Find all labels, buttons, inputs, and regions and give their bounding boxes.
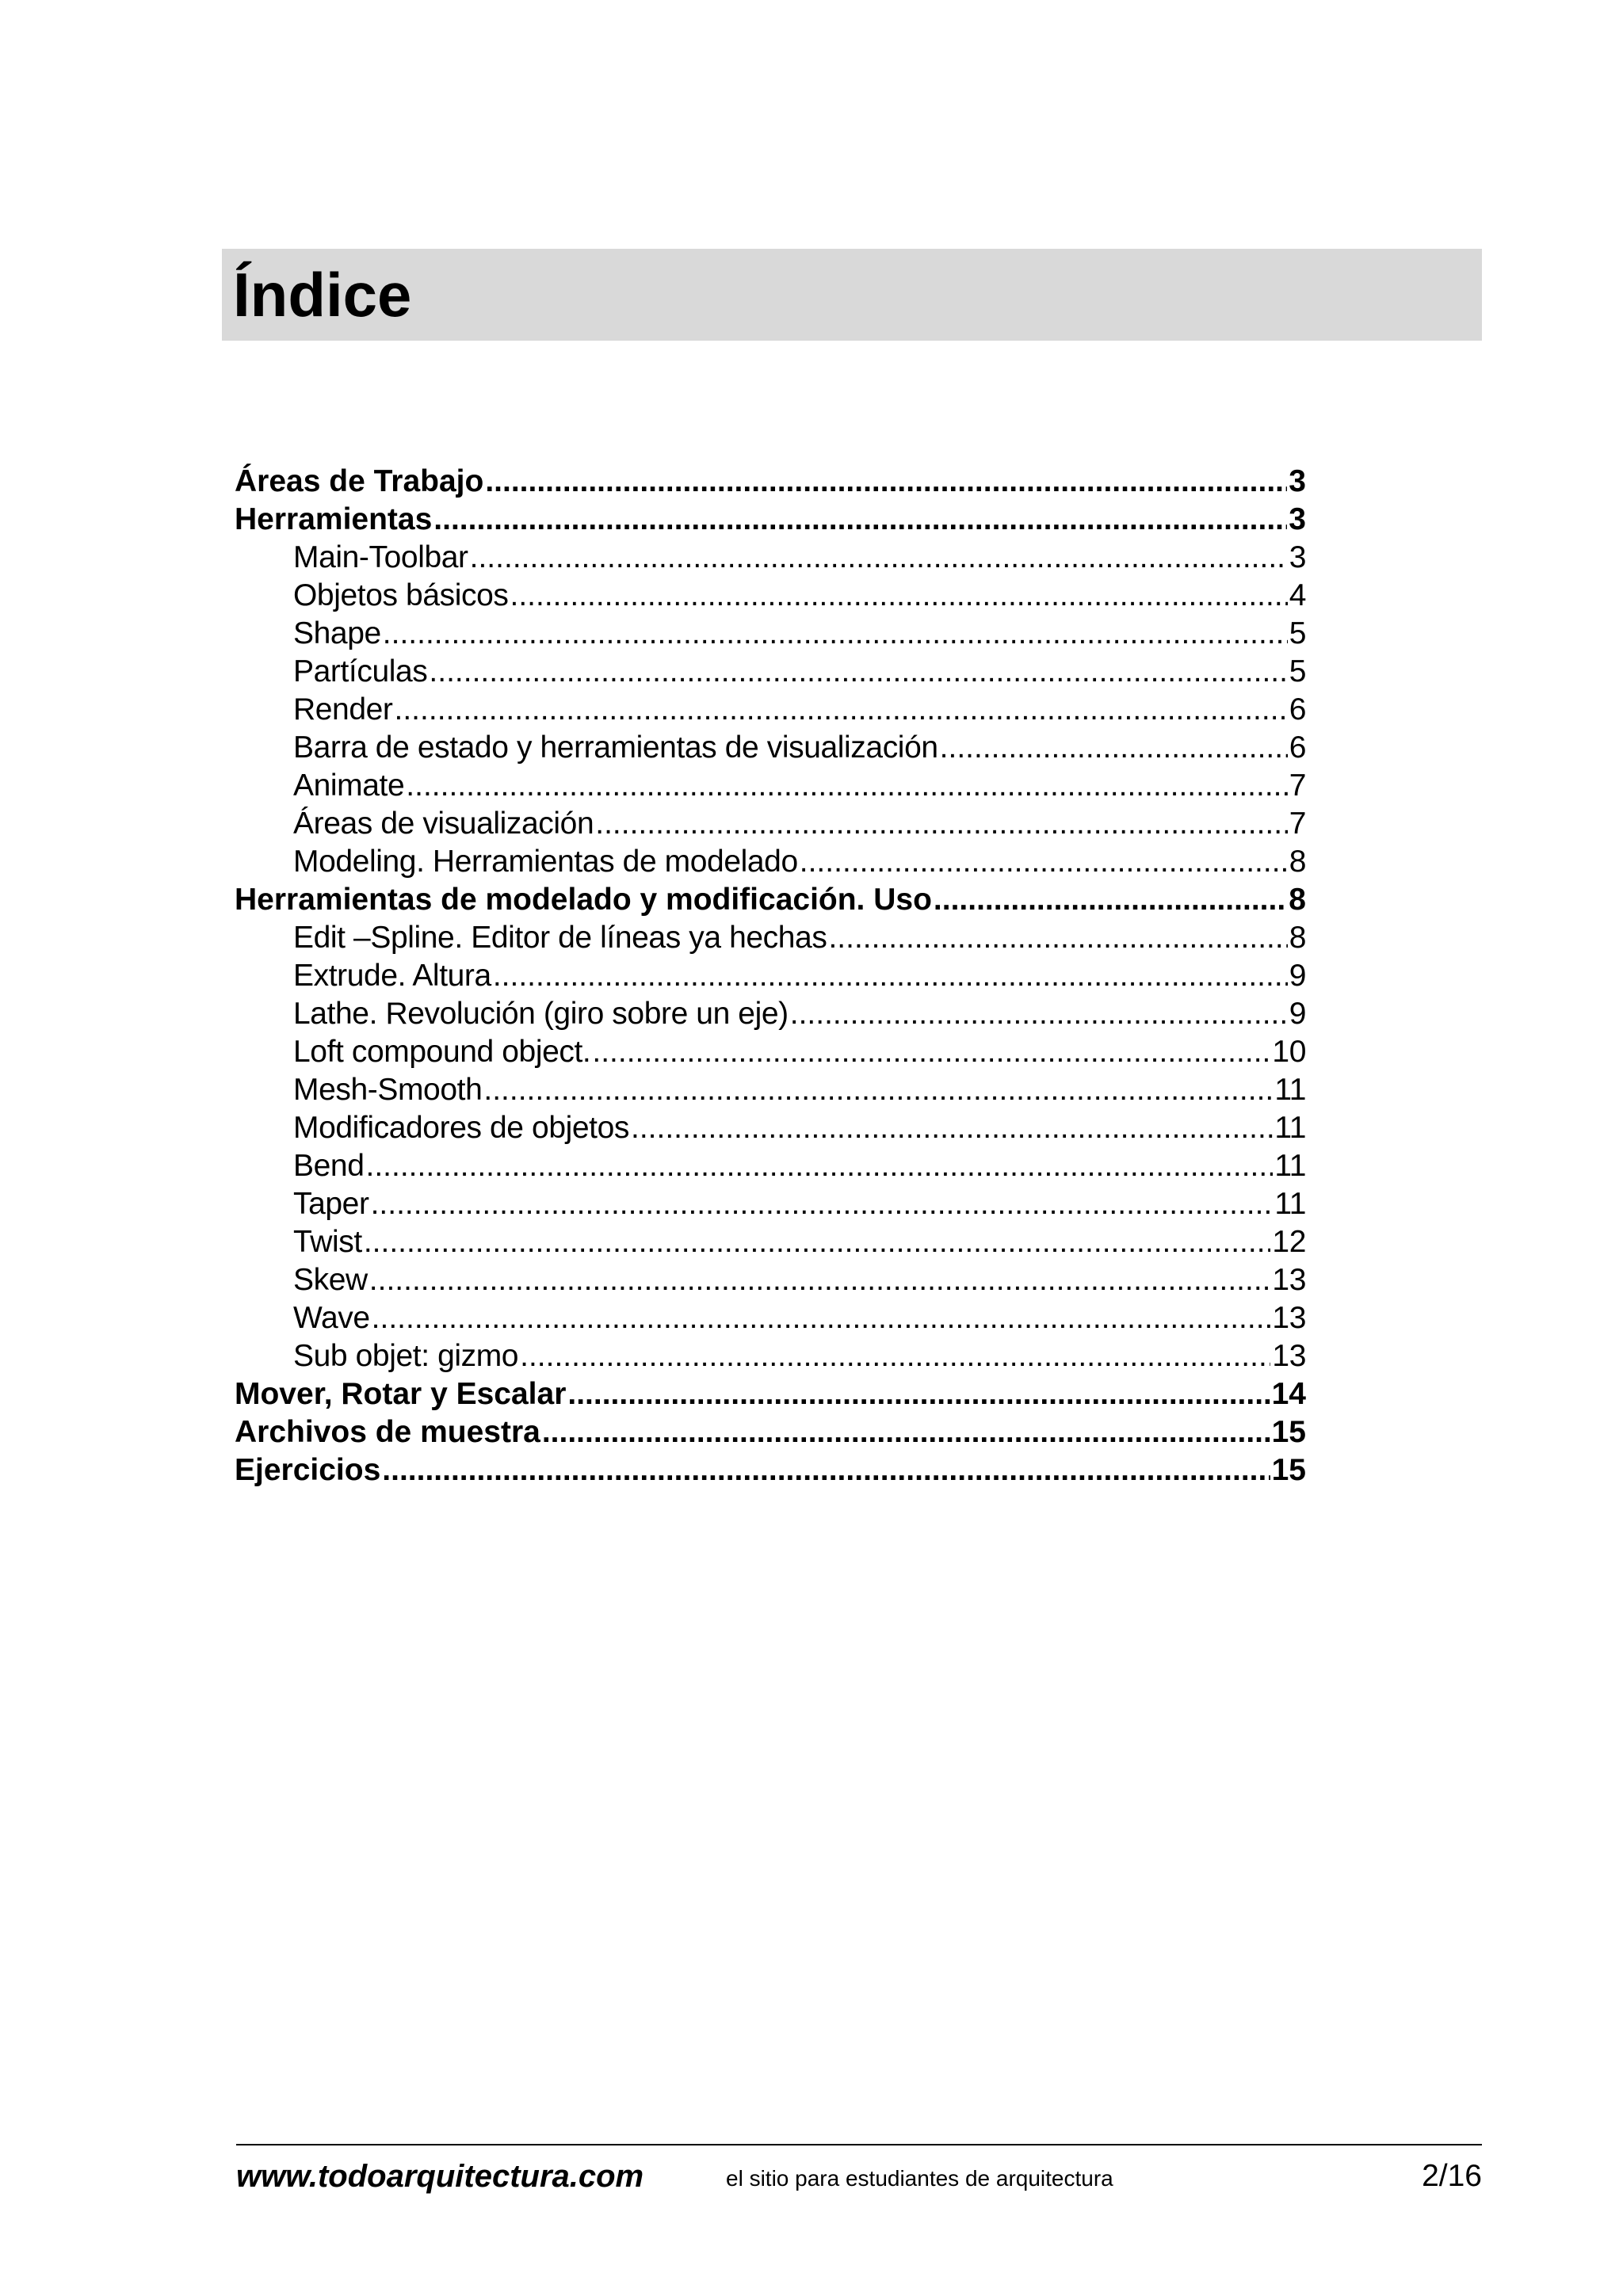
footer-tagline: el sitio para estudiantes de arquitectura	[726, 2166, 1113, 2191]
toc-entry-page: 15	[1271, 1453, 1306, 1487]
toc-entry[interactable]	[235, 501, 1306, 539]
toc-entry-page: 9	[1289, 959, 1306, 993]
page-number: 2/16	[1422, 2159, 1482, 2193]
toc-entry[interactable]	[235, 957, 1306, 995]
toc-entry[interactable]	[235, 843, 1306, 881]
toc-entry[interactable]	[235, 463, 1306, 501]
toc-dot-leader	[483, 1071, 1273, 1109]
toc-entry-label: Barra de estado y herramientas de visualización	[293, 730, 938, 765]
toc-dot-leader	[365, 1147, 1273, 1185]
toc-entry-page: 10	[1272, 1035, 1306, 1069]
toc-dot-leader	[406, 767, 1287, 805]
table-of-contents	[235, 463, 1306, 1489]
toc-entry-label: Mesh-Smooth	[293, 1073, 483, 1107]
toc-entry[interactable]	[235, 767, 1306, 805]
footer	[236, 2157, 1482, 2196]
toc-entry-label: Archivos de muestra	[235, 1415, 540, 1449]
toc-entry[interactable]	[235, 691, 1306, 729]
toc-entry-page: 3	[1289, 502, 1306, 536]
toc-dot-leader	[372, 1299, 1271, 1337]
toc-dot-leader	[433, 501, 1287, 539]
toc-entry-page: 8	[1289, 883, 1306, 917]
toc-entry-label: Extrude. Altura	[293, 959, 491, 993]
toc-entry-label: Animate	[293, 769, 405, 803]
toc-entry[interactable]	[235, 919, 1306, 957]
toc-entry-page: 5	[1289, 616, 1306, 650]
toc-entry[interactable]	[235, 881, 1306, 919]
toc-dot-leader	[395, 691, 1288, 729]
toc-entry-page: 3	[1289, 540, 1306, 574]
toc-entry-label: Ejercicios	[235, 1453, 381, 1487]
toc-entry-label: Sub objet: gizmo	[293, 1339, 519, 1373]
title-band	[222, 249, 1482, 341]
toc-entry[interactable]	[235, 1413, 1306, 1451]
toc-entry[interactable]	[235, 1337, 1306, 1375]
toc-entry-page: 5	[1289, 654, 1306, 688]
toc-entry-page: 13	[1272, 1263, 1306, 1297]
toc-entry-page: 14	[1271, 1377, 1306, 1411]
toc-entry-label: Shape	[293, 616, 381, 650]
toc-entry-label: Render	[293, 692, 393, 727]
toc-entry-label: Herramientas de modelado y modificación. Uso	[235, 883, 932, 917]
toc-dot-leader	[510, 577, 1287, 615]
toc-dot-leader	[520, 1337, 1270, 1375]
toc-entry-page: 12	[1272, 1225, 1306, 1259]
toc-entry[interactable]	[235, 995, 1306, 1033]
toc-entry-page: 4	[1289, 578, 1306, 612]
toc-entry-label: Taper	[293, 1187, 369, 1221]
toc-entry[interactable]	[235, 805, 1306, 843]
toc-dot-leader	[592, 1033, 1270, 1071]
toc-entry[interactable]	[235, 1223, 1306, 1261]
toc-entry-label: Edit –Spline. Editor de líneas ya hechas	[293, 921, 827, 955]
toc-entry-label: Twist	[293, 1225, 362, 1259]
toc-entry[interactable]	[235, 1185, 1306, 1223]
toc-entry-page: 3	[1289, 464, 1306, 498]
toc-dot-leader	[567, 1375, 1270, 1413]
toc-entry-label: Herramientas	[235, 502, 433, 536]
toc-dot-leader	[940, 729, 1288, 767]
toc-entry-page: 11	[1274, 1149, 1306, 1183]
toc-entry-label: Wave	[293, 1301, 370, 1335]
toc-dot-leader	[828, 919, 1287, 957]
toc-entry-label: Loft compound object.	[293, 1035, 591, 1069]
toc-dot-leader	[631, 1109, 1273, 1147]
toc-dot-leader	[485, 463, 1287, 501]
toc-entry-label: Áreas de visualización	[293, 807, 594, 841]
toc-entry-page: 8	[1289, 845, 1306, 879]
toc-entry[interactable]	[235, 539, 1306, 577]
toc-entry[interactable]	[235, 729, 1306, 767]
toc-dot-leader	[364, 1223, 1271, 1261]
toc-entry[interactable]	[235, 1299, 1306, 1337]
toc-dot-leader	[542, 1413, 1270, 1451]
toc-entry-page: 13	[1272, 1301, 1306, 1335]
toc-entry-page: 6	[1289, 692, 1306, 727]
toc-entry-page: 7	[1289, 769, 1306, 803]
toc-entry-page: 9	[1289, 997, 1306, 1031]
toc-entry-label: Objetos básicos	[293, 578, 509, 612]
toc-entry-page: 11	[1274, 1073, 1306, 1107]
footer-site-link[interactable]: www.todoarquitectura.com	[236, 2159, 644, 2194]
toc-entry[interactable]	[235, 577, 1306, 615]
toc-entry[interactable]	[235, 1033, 1306, 1071]
toc-entry-label: Main-Toolbar	[293, 540, 468, 574]
toc-entry[interactable]	[235, 1451, 1306, 1489]
toc-entry-label: Áreas de Trabajo	[235, 464, 484, 498]
toc-entry-page: 13	[1272, 1339, 1306, 1373]
toc-entry-label: Lathe. Revolución (giro sobre un eje)	[293, 997, 789, 1031]
toc-entry[interactable]	[235, 1071, 1306, 1109]
toc-entry-label: Skew	[293, 1263, 368, 1297]
toc-dot-leader	[493, 957, 1288, 995]
page-title: Índice	[233, 260, 412, 330]
toc-entry-page: 8	[1289, 921, 1306, 955]
toc-dot-leader	[369, 1261, 1271, 1299]
toc-dot-leader	[470, 539, 1288, 577]
toc-entry[interactable]	[235, 615, 1306, 653]
toc-dot-leader	[934, 881, 1287, 919]
toc-entry-label: Modificadores de objetos	[293, 1111, 629, 1145]
toc-dot-leader	[790, 995, 1288, 1033]
toc-entry[interactable]	[235, 1261, 1306, 1299]
toc-entry[interactable]	[235, 653, 1306, 691]
toc-entry-label: Mover, Rotar y Escalar	[235, 1377, 567, 1411]
toc-dot-leader	[383, 615, 1288, 653]
toc-entry-page: 15	[1271, 1415, 1306, 1449]
toc-entry-label: Bend	[293, 1149, 365, 1183]
toc-entry-label: Partículas	[293, 654, 428, 688]
toc-dot-leader	[595, 805, 1287, 843]
footer-divider	[236, 2144, 1482, 2145]
toc-entry[interactable]	[235, 1109, 1306, 1147]
toc-entry-label: Modeling. Herramientas de modelado	[293, 845, 798, 879]
toc-dot-leader	[800, 843, 1288, 881]
toc-dot-leader	[382, 1451, 1270, 1489]
toc-entry-page: 11	[1274, 1187, 1306, 1221]
toc-entry[interactable]	[235, 1375, 1306, 1413]
toc-entry[interactable]	[235, 1147, 1306, 1185]
toc-entry-page: 7	[1289, 807, 1306, 841]
toc-entry-page: 11	[1274, 1111, 1306, 1145]
toc-entry-page: 6	[1289, 730, 1306, 765]
toc-dot-leader	[371, 1185, 1274, 1223]
toc-dot-leader	[429, 653, 1287, 691]
